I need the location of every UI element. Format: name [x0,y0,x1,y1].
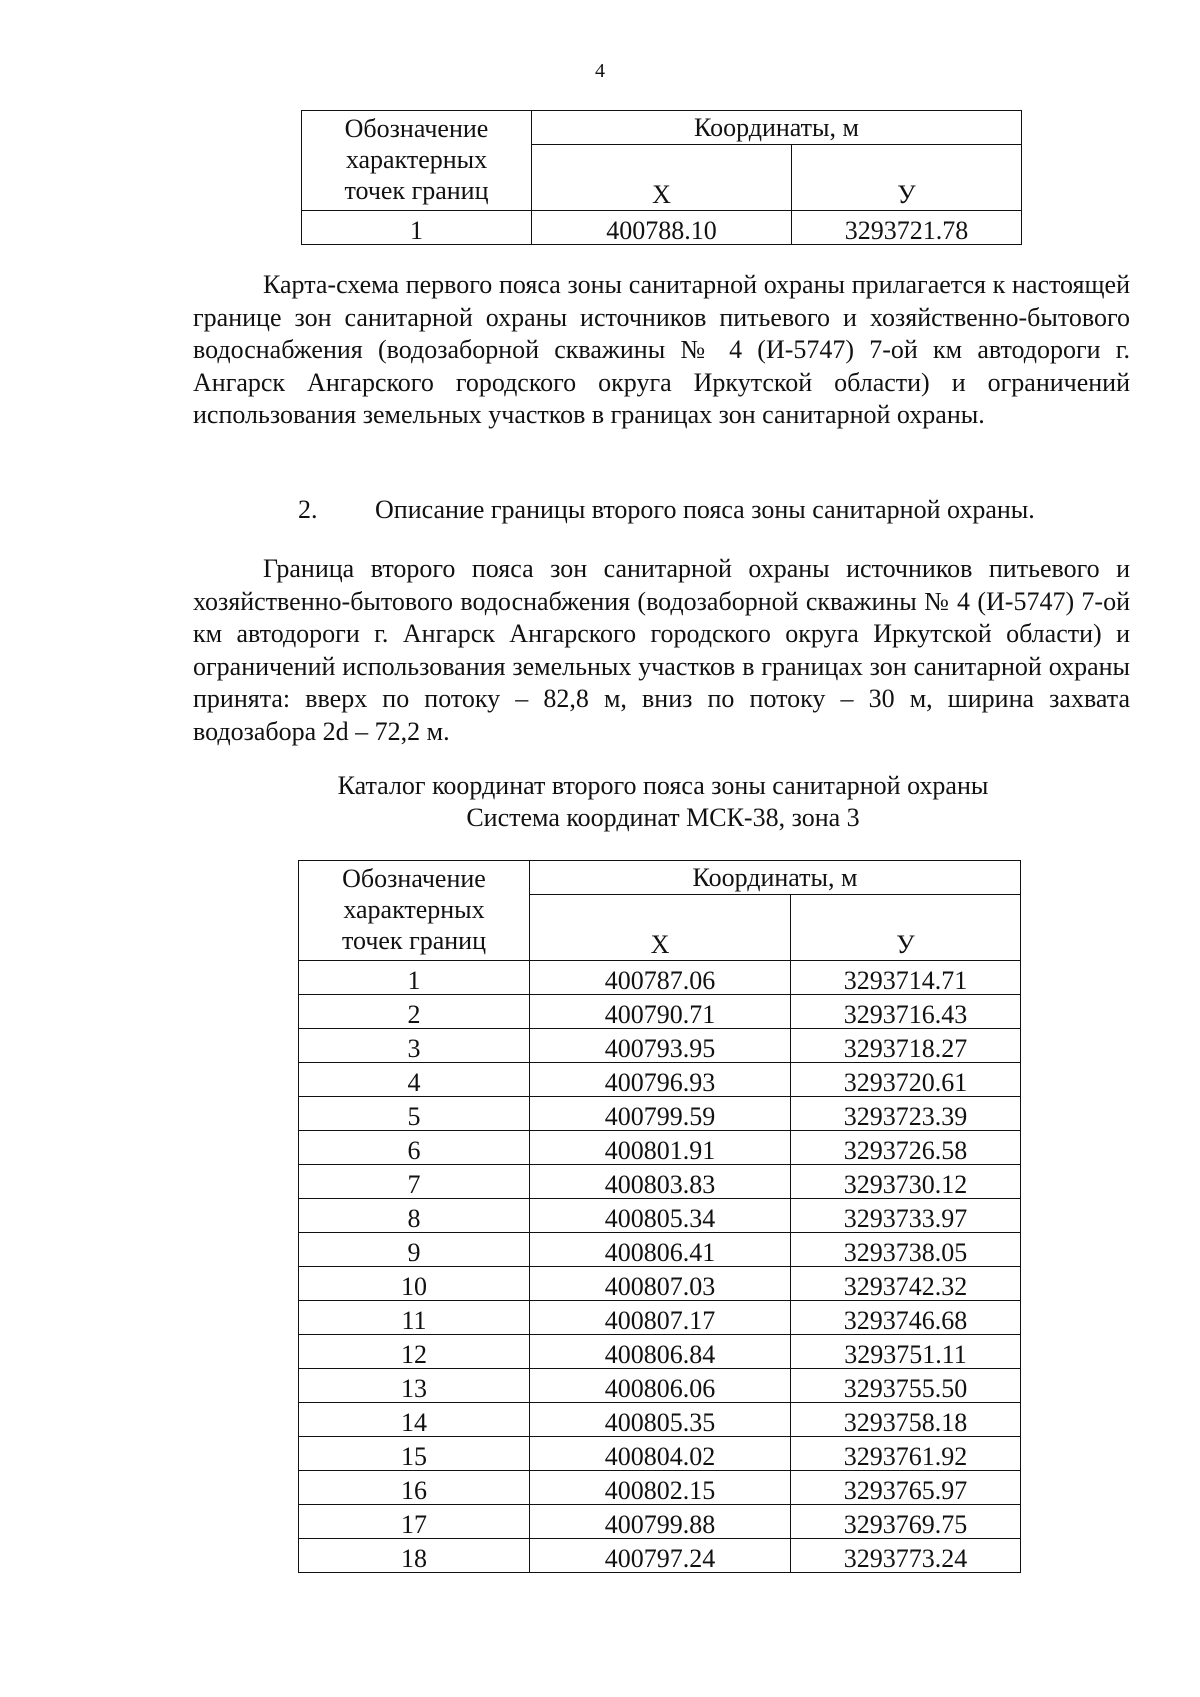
x-coordinate-cell: 400807.03 [530,1267,791,1301]
coordinates-header: Координаты, м [530,861,1021,895]
y-header: У [791,895,1021,961]
point-number-cell: 8 [299,1199,530,1233]
y-coordinate-cell: 3293730.12 [791,1165,1021,1199]
y-coordinate-cell: 3293726.58 [791,1131,1021,1165]
point-number-cell: 11 [299,1301,530,1335]
point-number-cell: 10 [299,1267,530,1301]
x-coordinate-cell: 400807.17 [530,1301,791,1335]
table-row [299,1063,1021,1097]
point-number-cell: 9 [299,1233,530,1267]
point-number-cell: 1 [302,211,532,245]
point-number-cell: 16 [299,1471,530,1505]
second-zone-boundary-paragraph: Граница второго пояса зон санитарной охраны источников питьевого и хозяйственно-бытового водоснабжения (водозаборной скважины № 4 (И-5747) 7-ой км автодороги г. Ангарск Ангарского городского округа Иркутской области) и ограничений использования земельных участков в границах зон санитарной охраны принята: вверх по потоку – 82,8 м, вниз по потоку – 30 м, ширина захвата водозабора 2d – 72,2 м. [193,554,1130,746]
point-number-cell: 7 [299,1165,530,1199]
table-row [299,1233,1021,1267]
point-number-cell: 13 [299,1369,530,1403]
y-coordinate-cell: 3293761.92 [791,1437,1021,1471]
y-coordinate-cell: 3293721.78 [792,211,1022,245]
x-coordinate-cell: 400788.10 [532,211,792,245]
point-number-cell: 6 [299,1131,530,1165]
point-number-cell: 18 [299,1539,530,1573]
y-coordinate-cell: 3293769.75 [791,1505,1021,1539]
x-coordinate-cell: 400804.02 [530,1437,791,1471]
table-row [302,211,1022,245]
table-row [299,995,1021,1029]
designation-header: Обозначение характерных точек границ [299,861,530,961]
x-header: Х [530,895,791,961]
coordinates-header: Координаты, м [532,111,1022,145]
x-coordinate-cell: 400797.24 [530,1539,791,1573]
designation-header: Обозначение характерных точек границ [302,111,532,211]
table-row [299,1097,1021,1131]
table-row [299,1539,1021,1573]
x-coordinate-cell: 400796.93 [530,1063,791,1097]
y-coordinate-cell: 3293742.32 [791,1267,1021,1301]
x-coordinate-cell: 400803.83 [530,1165,791,1199]
point-number-cell: 14 [299,1403,530,1437]
x-coordinate-cell: 400790.71 [530,995,791,1029]
y-coordinate-cell: 3293718.27 [791,1029,1021,1063]
map-scheme-paragraph: Карта-схема первого пояса зоны санитарной охраны прилагается к настоящей границе зон санитарной охраны источников питьевого и хозяйственно-бытового водоснабжения (водозаборной скважины № 4 (И-5747) 7-ой км автодороги г. Ангарск Ангарского городского округа Иркутской области) и ограничений использования земельных участков в границах зон санитарной охраны. [193,270,1130,429]
y-coordinate-cell: 3293755.50 [791,1369,1021,1403]
x-coordinate-cell: 400805.35 [530,1403,791,1437]
table-row [299,1029,1021,1063]
y-coordinate-cell: 3293773.24 [791,1539,1021,1573]
y-coordinate-cell: 3293765.97 [791,1471,1021,1505]
catalog-caption-title: Каталог координат второго пояса зоны санитарной охраны [337,771,989,800]
section-title: Описание границы второго пояса зоны санитарной охраны. [375,495,1035,524]
table-row [299,1471,1021,1505]
point-number-cell: 2 [299,995,530,1029]
x-coordinate-cell: 400805.34 [530,1199,791,1233]
table-row [299,961,1021,995]
y-coordinate-cell: 3293720.61 [791,1063,1021,1097]
x-coordinate-cell: 400806.41 [530,1233,791,1267]
point-number-cell: 15 [299,1437,530,1471]
catalog-caption-system: Система координат МСК-38, зона 3 [466,803,860,832]
y-coordinate-cell: 3293758.18 [791,1403,1021,1437]
section-2-heading [298,495,1035,525]
point-number-cell: 1 [299,961,530,995]
table-row [299,1335,1021,1369]
table-row [299,1131,1021,1165]
y-coordinate-cell: 3293751.11 [791,1335,1021,1369]
point-number-cell: 17 [299,1505,530,1539]
page-number: 4 [595,60,605,82]
point-number-cell: 12 [299,1335,530,1369]
x-coordinate-cell: 400787.06 [530,961,791,995]
point-number-cell: 3 [299,1029,530,1063]
point-number-cell: 5 [299,1097,530,1131]
table-row [299,1403,1021,1437]
y-coordinate-cell: 3293716.43 [791,995,1021,1029]
table-row [299,1437,1021,1471]
y-coordinate-cell: 3293733.97 [791,1199,1021,1233]
table-row [299,1301,1021,1335]
table-row [299,1505,1021,1539]
x-coordinate-cell: 400806.06 [530,1369,791,1403]
y-coordinate-cell: 3293714.71 [791,961,1021,995]
table-row [299,1199,1021,1233]
y-coordinate-cell: 3293723.39 [791,1097,1021,1131]
x-coordinate-cell: 400802.15 [530,1471,791,1505]
point-number-cell: 4 [299,1063,530,1097]
section-number: 2. [298,495,318,524]
table-row [299,1165,1021,1199]
y-coordinate-cell: 3293738.05 [791,1233,1021,1267]
x-coordinate-cell: 400799.88 [530,1505,791,1539]
x-coordinate-cell: 400806.84 [530,1335,791,1369]
x-header: Х [532,145,792,211]
boundary-points-table-second-zone [298,860,1021,1573]
x-coordinate-cell: 400799.59 [530,1097,791,1131]
y-header: У [792,145,1022,211]
table-row [299,1267,1021,1301]
table-row [299,1369,1021,1403]
x-coordinate-cell: 400801.91 [530,1131,791,1165]
x-coordinate-cell: 400793.95 [530,1029,791,1063]
y-coordinate-cell: 3293746.68 [791,1301,1021,1335]
boundary-points-table-first-zone [301,110,1022,245]
